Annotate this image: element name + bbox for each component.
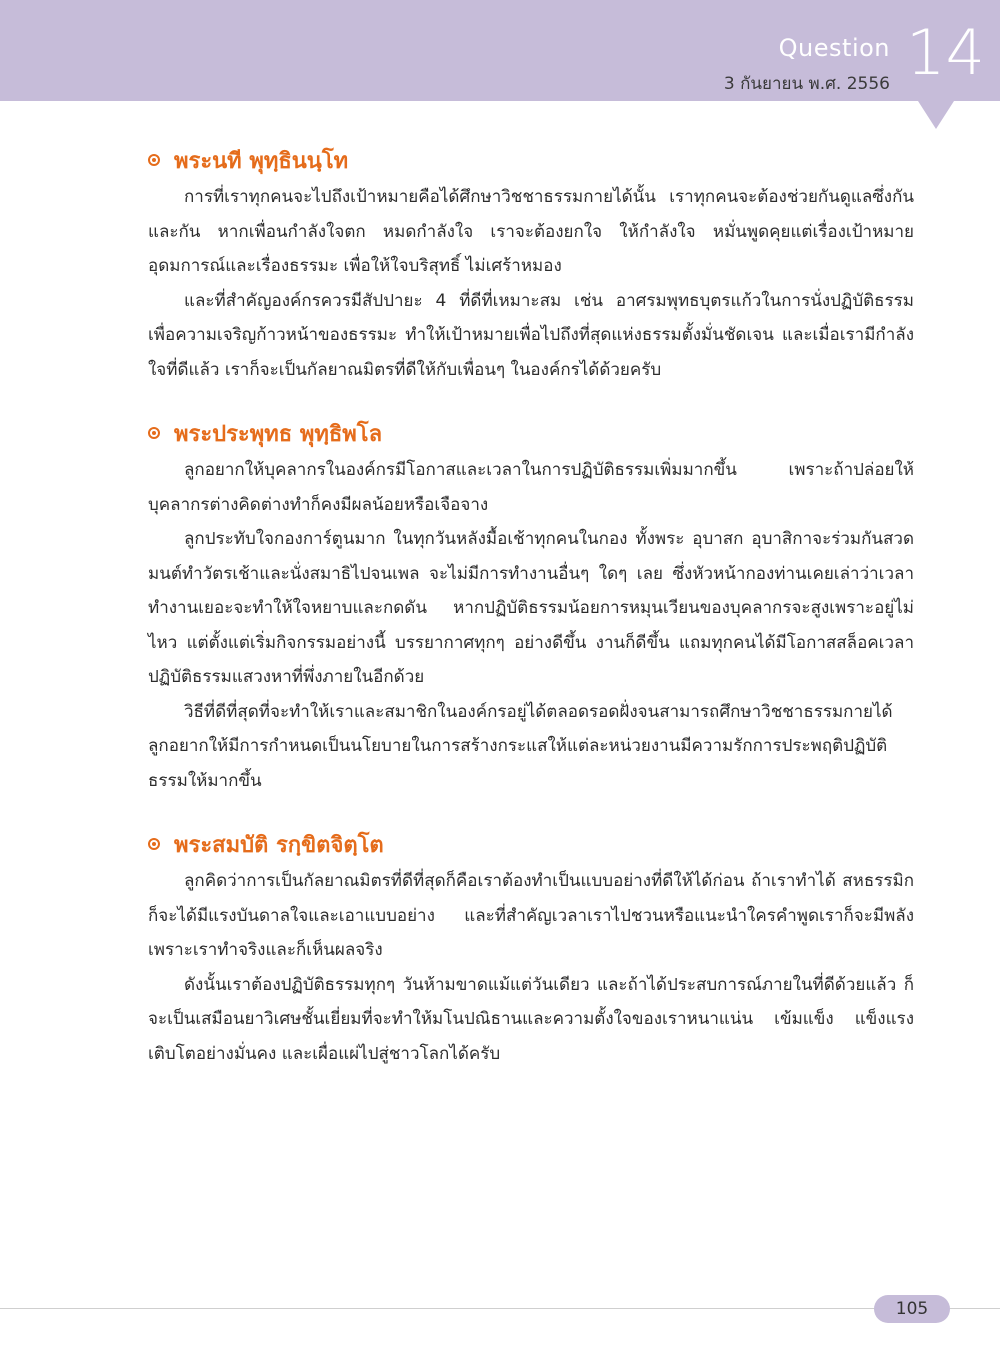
paragraph: และที่สำคัญองค์กรควรมีสัปปายะ 4 ที่ดีที่เหมาะสม เช่น อาศรมพุทธบุตรแก้วในการนั่งปฏิบัติธรรม เพื่อความเจริญก้าวหน้าของธรรมะ ทำให้เป้าหมายเพื่อไปถึงที่สุดแห่งธรรมตั้งมั่นชัดเจน และเมื่อเรามีกำลังใจที่ดีแล้ว เราก็จะเป็นกัลยาณมิตรที่ดีให้กับเพื่อนๆ ในองค์กรได้ด้วยครับ	[148, 290, 914, 380]
footer-divider	[0, 1308, 1000, 1309]
section-heading	[148, 824, 914, 864]
paragraph: วิธีที่ดีที่สุดที่จะทำให้เราและสมาชิกในองค์กรอยู่ได้ตลอดรอดฝั่งจนสามารถศึกษาวิชชาธรรมกายได้ ลูกอยากให้มีการกำหนดเป็นนโยบายในการสร้างกระแสให้แต่ละหน่วยงานมีความรักการประพฤติปฏิบัติธรรมให้มากขึ้น	[148, 701, 893, 791]
header-pointer	[918, 101, 954, 129]
question-date: 3 กันยายน พ.ศ. 2556	[723, 74, 890, 94]
paragraph: ดังนั้นเราต้องปฏิบัติธรรมทุกๆ วันห้ามขาดแม้แต่วันเดียว และถ้าได้ประสบการณ์ภายในที่ดีด้วยแล้ว ก็จะเป็นเสมือนยาวิเศษชั้นเยี่ยมที่จะทำให้มโนปณิธานและความตั้งใจของเราหนาแน่น เข้มแข็ง แข็งแรง เติบโตอย่างมั่นคง และเผื่อแผ่ไปสู่ชาวโลกได้ครับ	[148, 974, 914, 1064]
question-number: 14	[906, 16, 985, 89]
question-label: Question	[778, 34, 890, 62]
target-bullet-icon	[148, 427, 160, 439]
section-3	[148, 824, 914, 1071]
section-title: พระสมบัติ รกฺขิตจิตฺโต	[174, 832, 384, 858]
paragraph: ลูกประทับใจกองการ์ตูนมาก ในทุกวันหลังมื้อเช้าทุกคนในกอง ทั้งพระ อุบาสก อุบาสิกาจะร่วมกันสวดมนต์ทำวัตรเช้าและนั่งสมาธิไปจนเพล จะไม่มีการทำงานอื่นๆ ใดๆ เลย ซึ่งหัวหน้ากองท่านเคยเล่าว่าเวลาทำงานเยอะจะทำให้ใจหยาบและกดดัน หากปฏิบัติธรรมน้อยการหมุนเวียนของบุคลากรจะสูงเพราะอยู่ไม่ไหว แต่ตั้งแต่เริ่มกิจกรรมอย่างนี้ บรรยากาศทุกๆ อย่างดีขึ้น งานก็ดีขึ้น แถมทุกคนได้มีโอกาสสล็อคเวลาปฏิบัติธรรมแสวงหาที่พึ่งภายในอีกด้วย	[148, 529, 914, 687]
section-heading	[148, 140, 914, 180]
section-1	[148, 140, 914, 387]
section-title: พระนที พุทฺธินนฺโท	[174, 148, 349, 174]
section-title: พระประพุทธ พุทฺธิพโล	[174, 421, 383, 447]
paragraph: การที่เราทุกคนจะไปถึงเป้าหมายคือได้ศึกษาวิชชาธรรมกายได้นั้น เราทุกคนจะต้องช่วยกันดูแลซึ่งกันและกัน หากเพื่อนกำลังใจตก หมดกำลังใจ เราจะต้องยกใจ ให้กำลังใจ หมั่นพูดคุยแต่เรื่องเป้าหมายอุดมการณ์และเรื่องธรรมะ เพื่อให้ใจบริสุทธิ์ ไม่เศร้าหมอง	[148, 187, 914, 276]
section-heading	[148, 413, 914, 453]
section-2	[148, 413, 914, 798]
target-bullet-icon	[148, 154, 160, 166]
page-body	[148, 140, 914, 1097]
paragraph: ลูกคิดว่าการเป็นกัลยาณมิตรที่ดีที่สุดก็คือเราต้องทำเป็นแบบอย่างที่ดีให้ได้ก่อน ถ้าเราทำได้ สหธรรมิกก็จะได้มีแรงบันดาลใจและเอาแบบอย่าง และที่สำคัญเวลาเราไปชวนหรือแนะนำใครคำพูดเราก็จะมีพลัง เพราะเราทำจริงและก็เห็นผลจริง	[148, 871, 914, 960]
target-bullet-icon	[148, 838, 160, 850]
page-number: 105	[874, 1295, 950, 1323]
paragraph: ลูกอยากให้บุคลากรในองค์กรมีโอกาสและเวลาในการปฏิบัติธรรมเพิ่มมากขึ้น เพราะถ้าปล่อยให้บุคลากรต่างคิดต่างทำก็คงมีผลน้อยหรือเจือจาง	[148, 460, 914, 515]
